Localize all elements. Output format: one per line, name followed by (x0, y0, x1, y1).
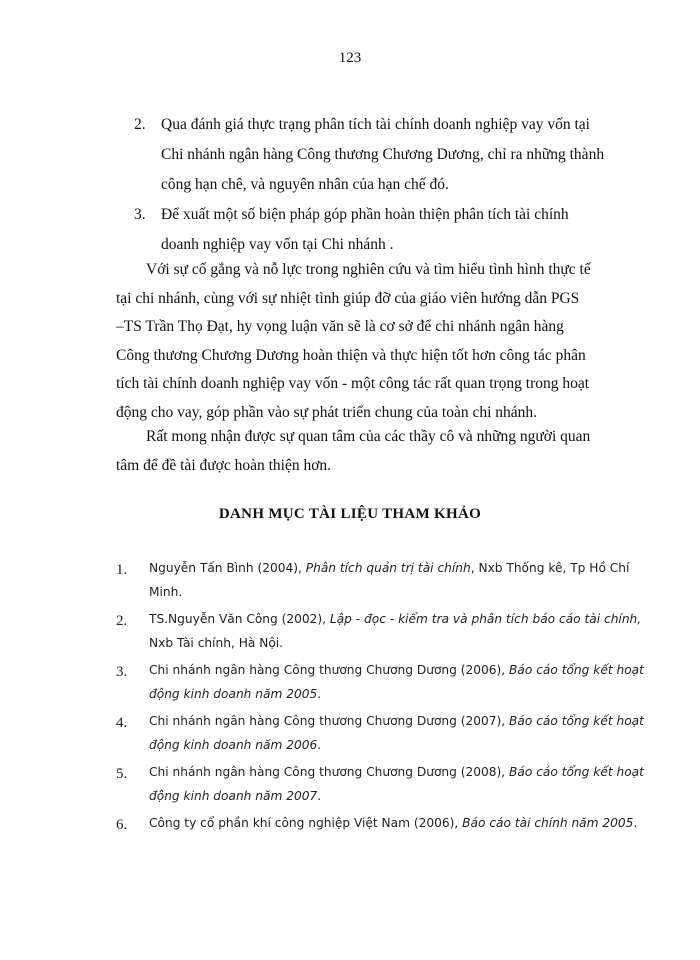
reference-text (149, 709, 656, 757)
paragraph-line: Công thương Chương Dương hoàn thiện và thực hiện tốt hơn công tác phân (116, 346, 586, 364)
page-number: 123 (338, 50, 362, 66)
reference-author: Chi nhánh ngân hàng Công thương Chương Dương (2006), (149, 663, 510, 677)
reference-number: 5. (116, 766, 128, 782)
reference-text (149, 760, 656, 808)
paragraph-line: tích tài chính doanh nghiệp vay vốn - một công tác rất quan trọng trong hoạt (116, 375, 590, 392)
list-line: Để xuất một số biện pháp góp phần hoàn thiện phân tích tài chính (161, 206, 569, 223)
reference-number: 6. (116, 817, 128, 833)
paragraph-thanks (116, 423, 634, 480)
reference-item (116, 760, 656, 808)
list-line: công hạn chê, và nguyên nhân của hạn chế đó. (161, 176, 449, 193)
reference-publisher: . (317, 789, 322, 803)
list-text (161, 110, 634, 200)
reference-title: Phân tích quản trị tài chính (305, 561, 471, 575)
reference-author: Nguyễn Tấn Bình (2004), (149, 561, 306, 575)
reference-title: Báo cáo tài chính năm 2005 (462, 816, 634, 830)
paragraph-line: tại chi nhánh, cùng với sự nhiệt tình giúp đỡ của giáo viên hướng dẫn PGS (116, 289, 580, 307)
reference-title: Báo cáo tổng kết hoạt động kinh doanh năm 2007 (149, 765, 644, 803)
reference-item (116, 709, 656, 757)
reference-number: 1. (116, 562, 128, 578)
reference-item (116, 658, 656, 706)
reference-author: Công ty cổ phần khí công nghiệp Việt Nam (2006), (149, 816, 463, 830)
reference-title: Lập - đọc - kiểm tra và phân tích báo cáo tài chính, (329, 612, 642, 626)
reference-text (149, 607, 656, 655)
paragraph-line: Với sự cố gắng và nỗ lực trong nghiên cứu và tìm hiểu tình hình thực tế (146, 261, 591, 278)
reference-publisher: . (317, 687, 322, 701)
list-line: Chi nhánh ngân hàng Công thương Chương Dương, chỉ ra những thành (161, 146, 605, 163)
reference-publisher: Nxb Tài chính, Hà Nội. (149, 636, 284, 650)
paragraph-line: Rất mong nhận được sự quan tâm của các thầy cô và những người quan (146, 428, 591, 445)
reference-number: 2. (116, 613, 128, 629)
reference-item (116, 811, 656, 835)
reference-author: TS.Nguyễn Văn Công (2002), (149, 612, 330, 626)
list-line: doanh nghiệp vay vốn tại Chi nhánh . (161, 236, 394, 253)
list-number: 3. (134, 206, 146, 223)
reference-publisher: , Nxb Thống kê, Tp Hồ Chí Minh. (149, 561, 630, 599)
list-item-3 (134, 200, 634, 260)
paragraph-line: động cho vay, góp phần vào sự phát triển chung của toàn chi nhánh. (116, 403, 538, 421)
reference-title: Báo cáo tổng kết hoạt động kinh doanh năm 2005 (149, 663, 644, 701)
reference-text (149, 658, 656, 706)
reference-text (149, 556, 656, 604)
reference-publisher: . (317, 738, 322, 752)
references-list (116, 556, 656, 838)
list-text (161, 200, 634, 260)
list-item-2 (134, 110, 634, 200)
reference-item (116, 556, 656, 604)
reference-author: Chi nhánh ngân hàng Công thương Chương Dương (2008), (149, 765, 510, 779)
paragraph-line: tâm để đề tài được hoàn thiện hơn. (116, 456, 332, 474)
reference-author: Chi nhánh ngân hàng Công thương Chương Dương (2007), (149, 714, 510, 728)
list-number: 2. (134, 116, 146, 133)
reference-item (116, 607, 656, 655)
reference-number: 3. (116, 664, 128, 680)
reference-title: Báo cáo tổng kết hoạt động kinh doanh năm 2006 (149, 714, 644, 752)
reference-number: 4. (116, 715, 128, 731)
reference-publisher: . (633, 816, 638, 830)
reference-text (149, 811, 656, 835)
list-line: Qua đánh giá thực trạng phân tích tài chính doanh nghiệp vay vốn tại (161, 116, 590, 133)
paragraph-conclusion (116, 256, 634, 427)
paragraph-line: –TS Trần Thọ Đạt, hy vọng luận văn sẽ là cơ sở để chi nhánh ngân hàng (116, 318, 564, 335)
references-heading: DANH MỤC TÀI LIỆU THAM KHẢO (218, 506, 482, 522)
